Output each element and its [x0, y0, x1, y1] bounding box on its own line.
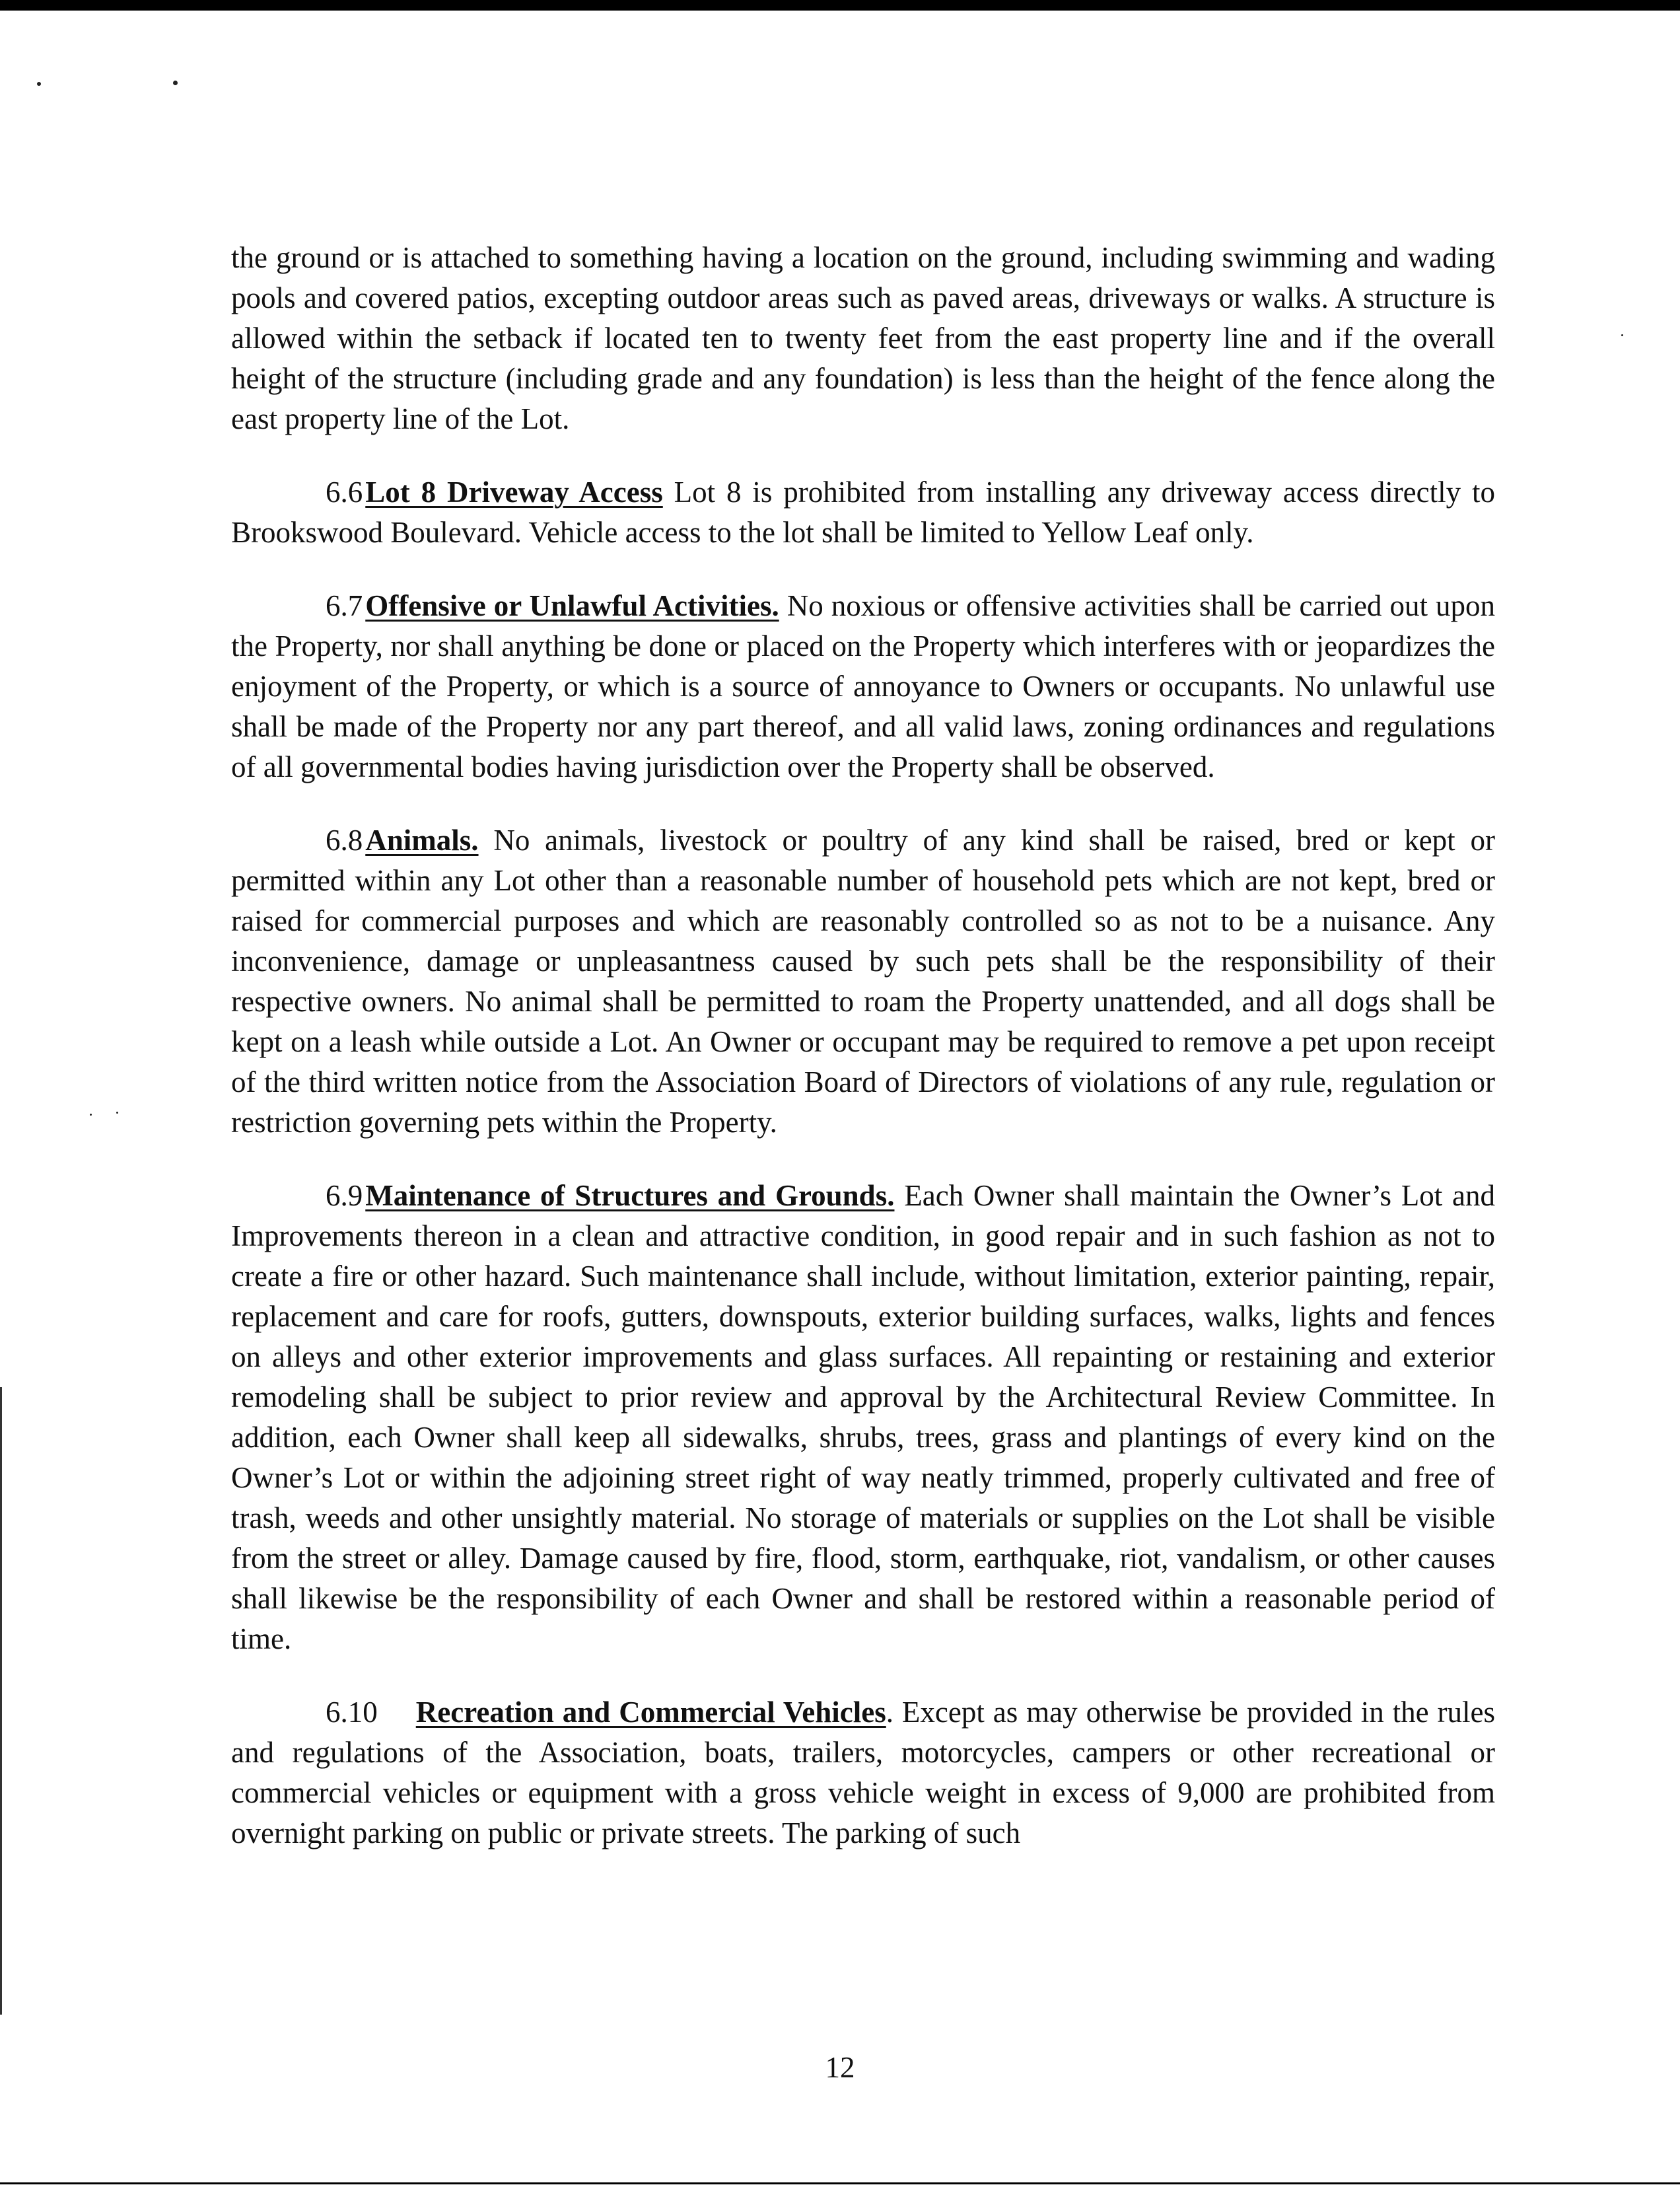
section-6-6: [231, 472, 1495, 553]
section-title: Lot 8 Driveway Access: [365, 476, 663, 509]
scan-left-edge-mark: [0, 1387, 2, 2015]
section-body: No noxious or offensive activities shall be carried out upon the Property, nor shall anything be done or placed on the Property which interferes with or jeopardizes the enjoyment of the Property, or which is a source of annoyance to Owners or occupants. No unlawful use shall be made of the Property nor any part thereof, and all valid laws, zoning ordinances and regulations of all governmental bodies having jurisdiction over the Property shall be observed.: [231, 589, 1495, 783]
section-number: 6.6: [326, 476, 363, 509]
section-6-10: [231, 1692, 1495, 1853]
section-body: Lot 8 is prohibited from installing any driveway access directly to Brookswood Boulevard. Vehicle access to the lot shall be limited to Yellow Leaf only.: [231, 476, 1495, 549]
section-body: Each Owner shall maintain the Owner’s Lot and Improvements thereon in a clean and attractive condition, in good repair and in such fashion as not to create a fire or other hazard. Such maintenance shall include, without limitation, exterior painting, repair, replacement and care for roofs, gutters, downspouts, exterior building surfaces, walks, lights and fences on alleys and other exterior improvements and glass surfaces. All repainting or restaining and exterior remodeling shall be subject to prior review and approval by the Architectural Review Committee. In addition, each Owner shall keep all sidewalks, shrubs, trees, grass and plantings of every kind on the Owner’s Lot or within the adjoining street right of way neatly trimmed, properly cultivated and free of trash, weeds and other unsightly material. No storage of materials or supplies on the Lot shall be visible from the street or alley. Damage caused by fire, flood, storm, earthquake, riot, vandalism, or other causes shall likewise be the responsibility of each Owner and shall be restored within a reasonable period of time.: [231, 1179, 1495, 1655]
section-6-9: [231, 1176, 1495, 1659]
document-body: [231, 238, 1495, 1853]
section-body: No animals, livestock or poultry of any kind shall be raised, bred or kept or permitted within any Lot other than a reasonable number of household pets which are not kept, bred or raised for commercial purposes and which are reasonably controlled so as not to be a nuisance. Any inconvenience, damage or unpleasantness caused by such pets shall be the responsibility of their respective owners. No animal shall be permitted to roam the Property unattended, and all dogs shall be kept on a leash while outside a Lot. An Owner or occupant may be required to remove a pet upon receipt of the third written notice from the Association Board of Directors of violations of any rule, regulation or restriction governing pets within the Property.: [231, 824, 1495, 1139]
section-title: Recreation and Commercial Vehicles: [415, 1696, 886, 1729]
scan-speck: [90, 1114, 92, 1116]
scan-speck: [1621, 334, 1623, 336]
scan-top-border: [0, 0, 1680, 11]
section-6-8: [231, 820, 1495, 1143]
scan-bottom-border: [0, 2182, 1680, 2184]
section-title: Animals.: [365, 824, 479, 857]
section-number: 6.10: [326, 1696, 378, 1729]
section-title: Offensive or Unlawful Activities.: [365, 589, 779, 622]
page-number: 12: [825, 2051, 855, 2084]
section-6-7: [231, 586, 1495, 787]
scan-speck: [37, 82, 41, 86]
section-title: Maintenance of Structures and Grounds.: [365, 1179, 895, 1212]
scan-speck: [173, 81, 178, 85]
section-body: . Except as may otherwise be provided in the rules and regulations of the Association, boats, trailers, motorcycles, campers or other recreational or commercial vehicles or equipment with a gross vehicle weight in excess of 9,000 are prohibited from overnight parking on public or private streets. The parking of such: [231, 1696, 1495, 1849]
continuation-paragraph: the ground or is attached to something having a location on the ground, including swimming and wading pools and covered patios, excepting outdoor areas such as paved areas, driveways or walks. A structure is allowed within the setback if located ten to twenty feet from the east property line and if the overall height of the structure (including grade and any foundation) is less than the height of the fence along the east property line of the Lot.: [231, 241, 1495, 435]
scan-speck: [116, 1112, 118, 1114]
section-number: 6.8: [326, 824, 363, 857]
section-number: 6.7: [326, 589, 363, 622]
section-number: 6.9: [326, 1179, 363, 1212]
